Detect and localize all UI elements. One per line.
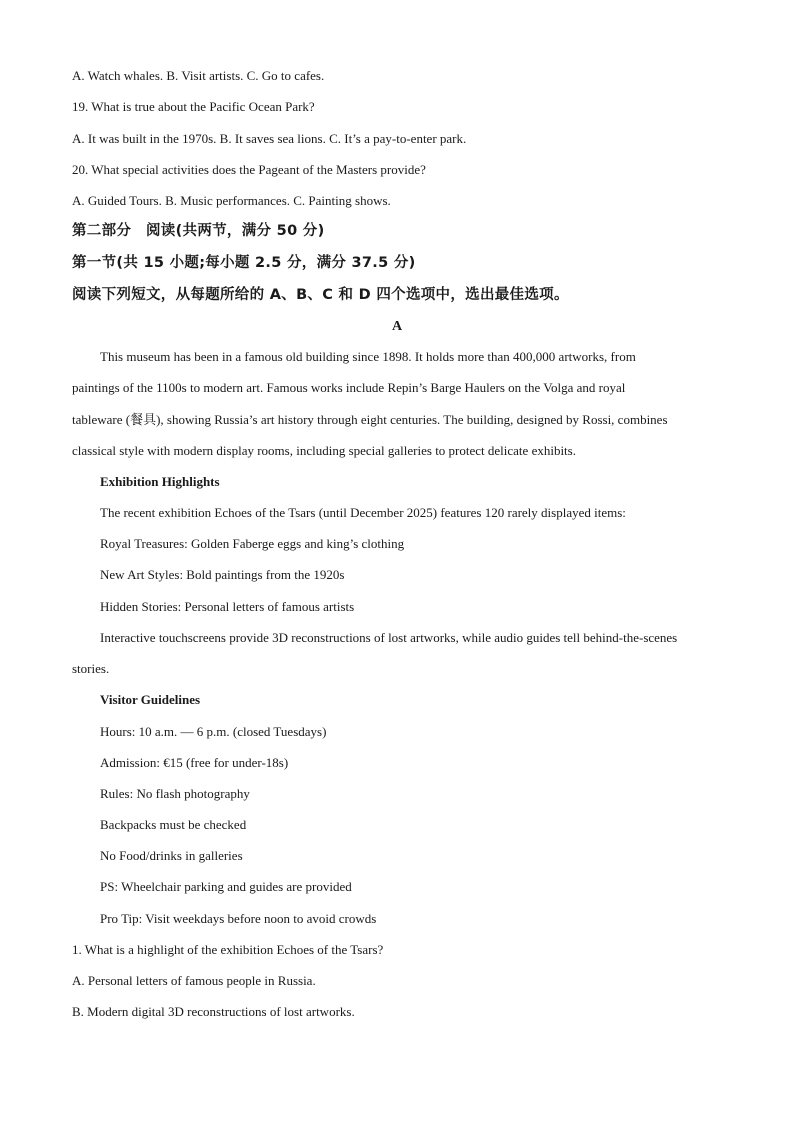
guideline-hours: Hours: 10 a.m. — 6 p.m. (closed Tuesdays) — [100, 724, 327, 739]
passage-label: A — [391, 319, 403, 334]
exhibition-intro: The recent exhibition Echoes of the Tsars (until December 2025) features 120 rarely displayed items: — [100, 505, 626, 520]
passage-paragraph-1-line-4: classical style with modern display rooms, including special galleries to protect delicate exhibits. — [72, 443, 576, 458]
passage-paragraph-1-line-2: paintings of the 1100s to modern art. Famous works include Repin’s Barge Haulers on the Volga and royal — [72, 380, 626, 395]
highlight-hidden-stories: Hidden Stories: Personal letters of famous artists — [100, 599, 355, 614]
guideline-admission: Admission: €15 (free for under-18s) — [100, 755, 289, 770]
q20-stem: 20. What special activities does the Pageant of the Masters provide? — [72, 162, 426, 177]
visitor-guidelines-heading: Visitor Guidelines — [100, 692, 201, 707]
exhibition-highlights-heading: Exhibition Highlights — [100, 474, 220, 489]
guideline-ps: PS: Wheelchair parking and guides are provided — [100, 879, 352, 894]
guideline-rules: Rules: No flash photography — [100, 786, 250, 801]
guideline-food: No Food/drinks in galleries — [100, 848, 243, 863]
guideline-pro-tip: Pro Tip: Visit weekdays before noon to avoid crowds — [100, 911, 377, 926]
q19-options: A. It was built in the 1970s. B. It saves sea lions. C. It’s a pay-to-enter park. — [72, 131, 467, 146]
section-one-heading: 第一节(共 15 小题;每小题 2.5 分，满分 37.5 分) — [72, 255, 416, 271]
guideline-backpacks: Backpacks must be checked — [100, 817, 247, 832]
interactive-paragraph-line-2: stories. — [72, 661, 110, 676]
passage-paragraph-1-line-3: tableware (餐具), showing Russia’s art history through eight centuries. The building, designed by Rossi, combines — [72, 412, 668, 427]
part-two-heading: 第二部分 阅读(共两节，满分 50 分) — [72, 223, 325, 239]
q18-options: A. Watch whales. B. Visit artists. C. Go to cafes. — [72, 68, 325, 83]
interactive-paragraph-line-1: Interactive touchscreens provide 3D reconstructions of lost artworks, while audio guides tell behind-the-scenes — [100, 630, 678, 645]
q1-option-a: A. Personal letters of famous people in Russia. — [72, 973, 316, 988]
highlight-royal-treasures: Royal Treasures: Golden Faberge eggs and king’s clothing — [100, 536, 405, 551]
highlight-new-art-styles: New Art Styles: Bold paintings from the 1920s — [100, 567, 345, 582]
q1-stem: 1. What is a highlight of the exhibition Echoes of the Tsars? — [72, 942, 384, 957]
q1-option-b: B. Modern digital 3D reconstructions of lost artworks. — [72, 1004, 355, 1019]
q19-stem: 19. What is true about the Pacific Ocean Park? — [72, 99, 315, 114]
reading-instructions: 阅读下列短文，从每题所给的 A、B、C 和 D 四个选项中，选出最佳选项。 — [72, 287, 569, 303]
passage-paragraph-1-line-1: This museum has been in a famous old building since 1898. It holds more than 400,000 artworks, from — [100, 349, 636, 364]
q20-options: A. Guided Tours. B. Music performances. C. Painting shows. — [72, 193, 391, 208]
